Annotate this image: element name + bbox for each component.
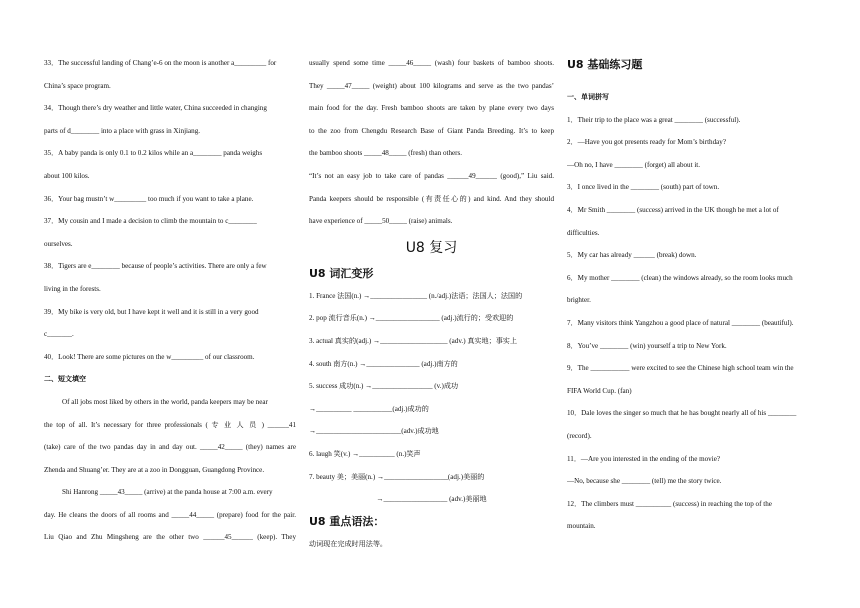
vocab-line: 6. laugh 笑(v.) →__________ (n.)笑声 bbox=[309, 449, 421, 458]
vocab-line: 3. actual 真实的(adj.) →___________________ (adv.) 真实地；事实上 bbox=[309, 336, 517, 345]
vocab-heading: U8 词汇变形 bbox=[309, 266, 374, 280]
exercise-line: about 100 kilos. bbox=[44, 171, 90, 180]
exercise-line: living in the forests. bbox=[44, 284, 101, 293]
exercise-line: 2．—Have you got presents ready for Mom’s birthday? bbox=[567, 138, 726, 147]
exercise-line: brighter. bbox=[567, 296, 591, 305]
exercise-line: 11．—Are you interested in the ending of the movie? bbox=[567, 454, 721, 463]
exercise-line: 5．My car has already ______ (break) down. bbox=[567, 251, 697, 260]
vocab-line: →__________________ (adv.)美丽地 bbox=[376, 495, 487, 504]
exercise-line: ourselves. bbox=[44, 239, 73, 248]
exercise-line: 9．The ___________ were excited to see the Chinese high school team win the bbox=[567, 364, 794, 373]
passage-line: the top of all. It’s necessary for three professionals ( 专 业 人 员 ) ______41 bbox=[44, 420, 296, 429]
exercise-line: 35．A baby panda is only 0.1 to 0.2 kilos while an a________ panda weighs bbox=[44, 149, 263, 158]
passage-line: to the zoo from Chengdu Research Base of Giant Panda Breeding. It’s to keep bbox=[309, 126, 554, 135]
exercise-line: FIFA World Cup. (fan) bbox=[567, 386, 632, 395]
passage-line: Liu Qiao and Zhu Mingsheng are the other two ______45______ (keep). They bbox=[44, 533, 296, 542]
passage-line: “It’s not an easy job to take care of pandas ______49______ (good),” Liu said. bbox=[309, 171, 554, 180]
exercise-line: (record). bbox=[567, 431, 592, 440]
vocab-line: 5. success 成功(n.) →_________________ (v.)成功 bbox=[309, 382, 459, 391]
exercise-line: 37．My cousin and I made a decision to climb the mountain to c________ bbox=[44, 217, 257, 226]
page-title: U8 复习 bbox=[405, 239, 458, 256]
exercise-line: mountain. bbox=[567, 522, 596, 531]
passage-line: day. He cleans the doors of all rooms and _____44_____ (prepare) food for the pair. bbox=[44, 510, 296, 519]
exercise-line: 39．My bike is very old, but I have kept it well and it is still in a very good bbox=[44, 307, 259, 316]
exercise-line: 3．I once lived in the ________ (south) part of town. bbox=[567, 183, 720, 192]
section-heading: 一、单词拼写 bbox=[567, 93, 609, 101]
exercise-line: 7．Many visitors think Yangzhou a good place of natural ________ (beautiful). bbox=[567, 318, 794, 327]
exercise-line: 4．Mr Smith ________ (success) arrived in the UK though he met a lot of bbox=[567, 205, 779, 214]
exercise-line: 36．Your bag mustn’t w_________ too much if you want to take a plane. bbox=[44, 194, 254, 203]
passage-line: usually spend some time _____46_____ (wash) four baskets of bamboo shoots. bbox=[309, 59, 554, 67]
passage-line: Panda keepers should be responsible (有责任心的) and kind. And they should bbox=[309, 194, 554, 203]
passage-line: have experience of _____50_____ (raise) animals. bbox=[309, 217, 453, 226]
passage-line: Of all jobs most liked by others in the world, panda keepers may be near bbox=[62, 397, 268, 406]
vocab-line: 2. pop 流行音乐(n.) →__________________ (adj.)流行的；受欢迎的 bbox=[309, 314, 514, 323]
vocab-line: 1. France 法国(n.) →________________ (n./adj.)法语；法国人；法国的 bbox=[309, 291, 523, 300]
exercise-line: 40．Look! There are some pictures on the w_________ of our classroom. bbox=[44, 352, 255, 361]
passage-line: main food for the day. Fresh bamboo shoots are taken by plane every two days bbox=[309, 104, 554, 113]
grammar-note: 动词现在完成时用法等。 bbox=[309, 539, 388, 548]
exercise-line: 10．Dale loves the singer so much that he has bought nearly all of his ________ bbox=[567, 409, 797, 418]
column-middle bbox=[309, 52, 554, 555]
vocab-line: →________________________(adv.)成功地 bbox=[309, 427, 439, 436]
column-right bbox=[567, 52, 819, 538]
exercise-line: c_______. bbox=[44, 330, 74, 339]
section-heading: 二、短文填空 bbox=[44, 375, 86, 384]
exercise-line: China’s space program. bbox=[44, 81, 111, 90]
exercise-line: —Oh no, I have ________ (forget) all about it. bbox=[567, 160, 701, 169]
exercise-line: 34．Though there’s dry weather and little water, China succeeded in changing bbox=[44, 104, 267, 113]
exercise-line: parts of d________ into a place with grass in Xinjiang. bbox=[44, 126, 201, 135]
passage-line: (take) care of the two pandas day in and day out. _____42_____ (they) names are bbox=[44, 443, 296, 452]
exercise-title: U8 基础练习题 bbox=[567, 58, 643, 71]
exercise-line: —No, because she ________ (tell) me the story twice. bbox=[567, 477, 722, 486]
grammar-heading: U8 重点语法： bbox=[309, 514, 385, 528]
exercise-line: 12．The climbers must __________ (success) in reaching the top of the bbox=[567, 499, 772, 508]
column-left bbox=[44, 52, 296, 549]
exercise-line: 33．The successful landing of Chang’e-6 on the moon is another a_________ for bbox=[44, 59, 277, 67]
vocab-line: →__________ ___________(adj.)成功的 bbox=[309, 404, 429, 413]
passage-line: Shi Hanrong _____43_____ (arrive) at the panda house at 7:00 a.m. every bbox=[62, 488, 273, 497]
exercise-line: 6．My mother ________ (clean) the windows already, so the room looks much bbox=[567, 273, 793, 282]
passage-line: the bamboo shoots _____48_____ (fresh) than others. bbox=[309, 149, 463, 158]
vocab-line: 7. beauty 美；美丽(n.) →__________________(adj.)美丽的 bbox=[309, 472, 485, 481]
exercise-line: 38．Tigers are e________ because of people’s activities. There are only a few bbox=[44, 262, 267, 271]
exercise-line: 1．Their trip to the place was a great ________ (successful). bbox=[567, 115, 741, 124]
exercise-line: 8．You’ve ________ (win) yourself a trip to New York. bbox=[567, 341, 727, 350]
exercise-line: difficulties. bbox=[567, 228, 600, 237]
vocab-line: 4. south 南方(n.) →_______________ (adj.)南方的 bbox=[309, 359, 458, 368]
passage-line: They _____47_____ (weight) about 100 kilograms and serve as the two pandas’ bbox=[309, 81, 554, 90]
passage-line: Zhenda and Shuang’er. They are at a zoo in Dongguan, Guangdong Province. bbox=[44, 465, 265, 474]
